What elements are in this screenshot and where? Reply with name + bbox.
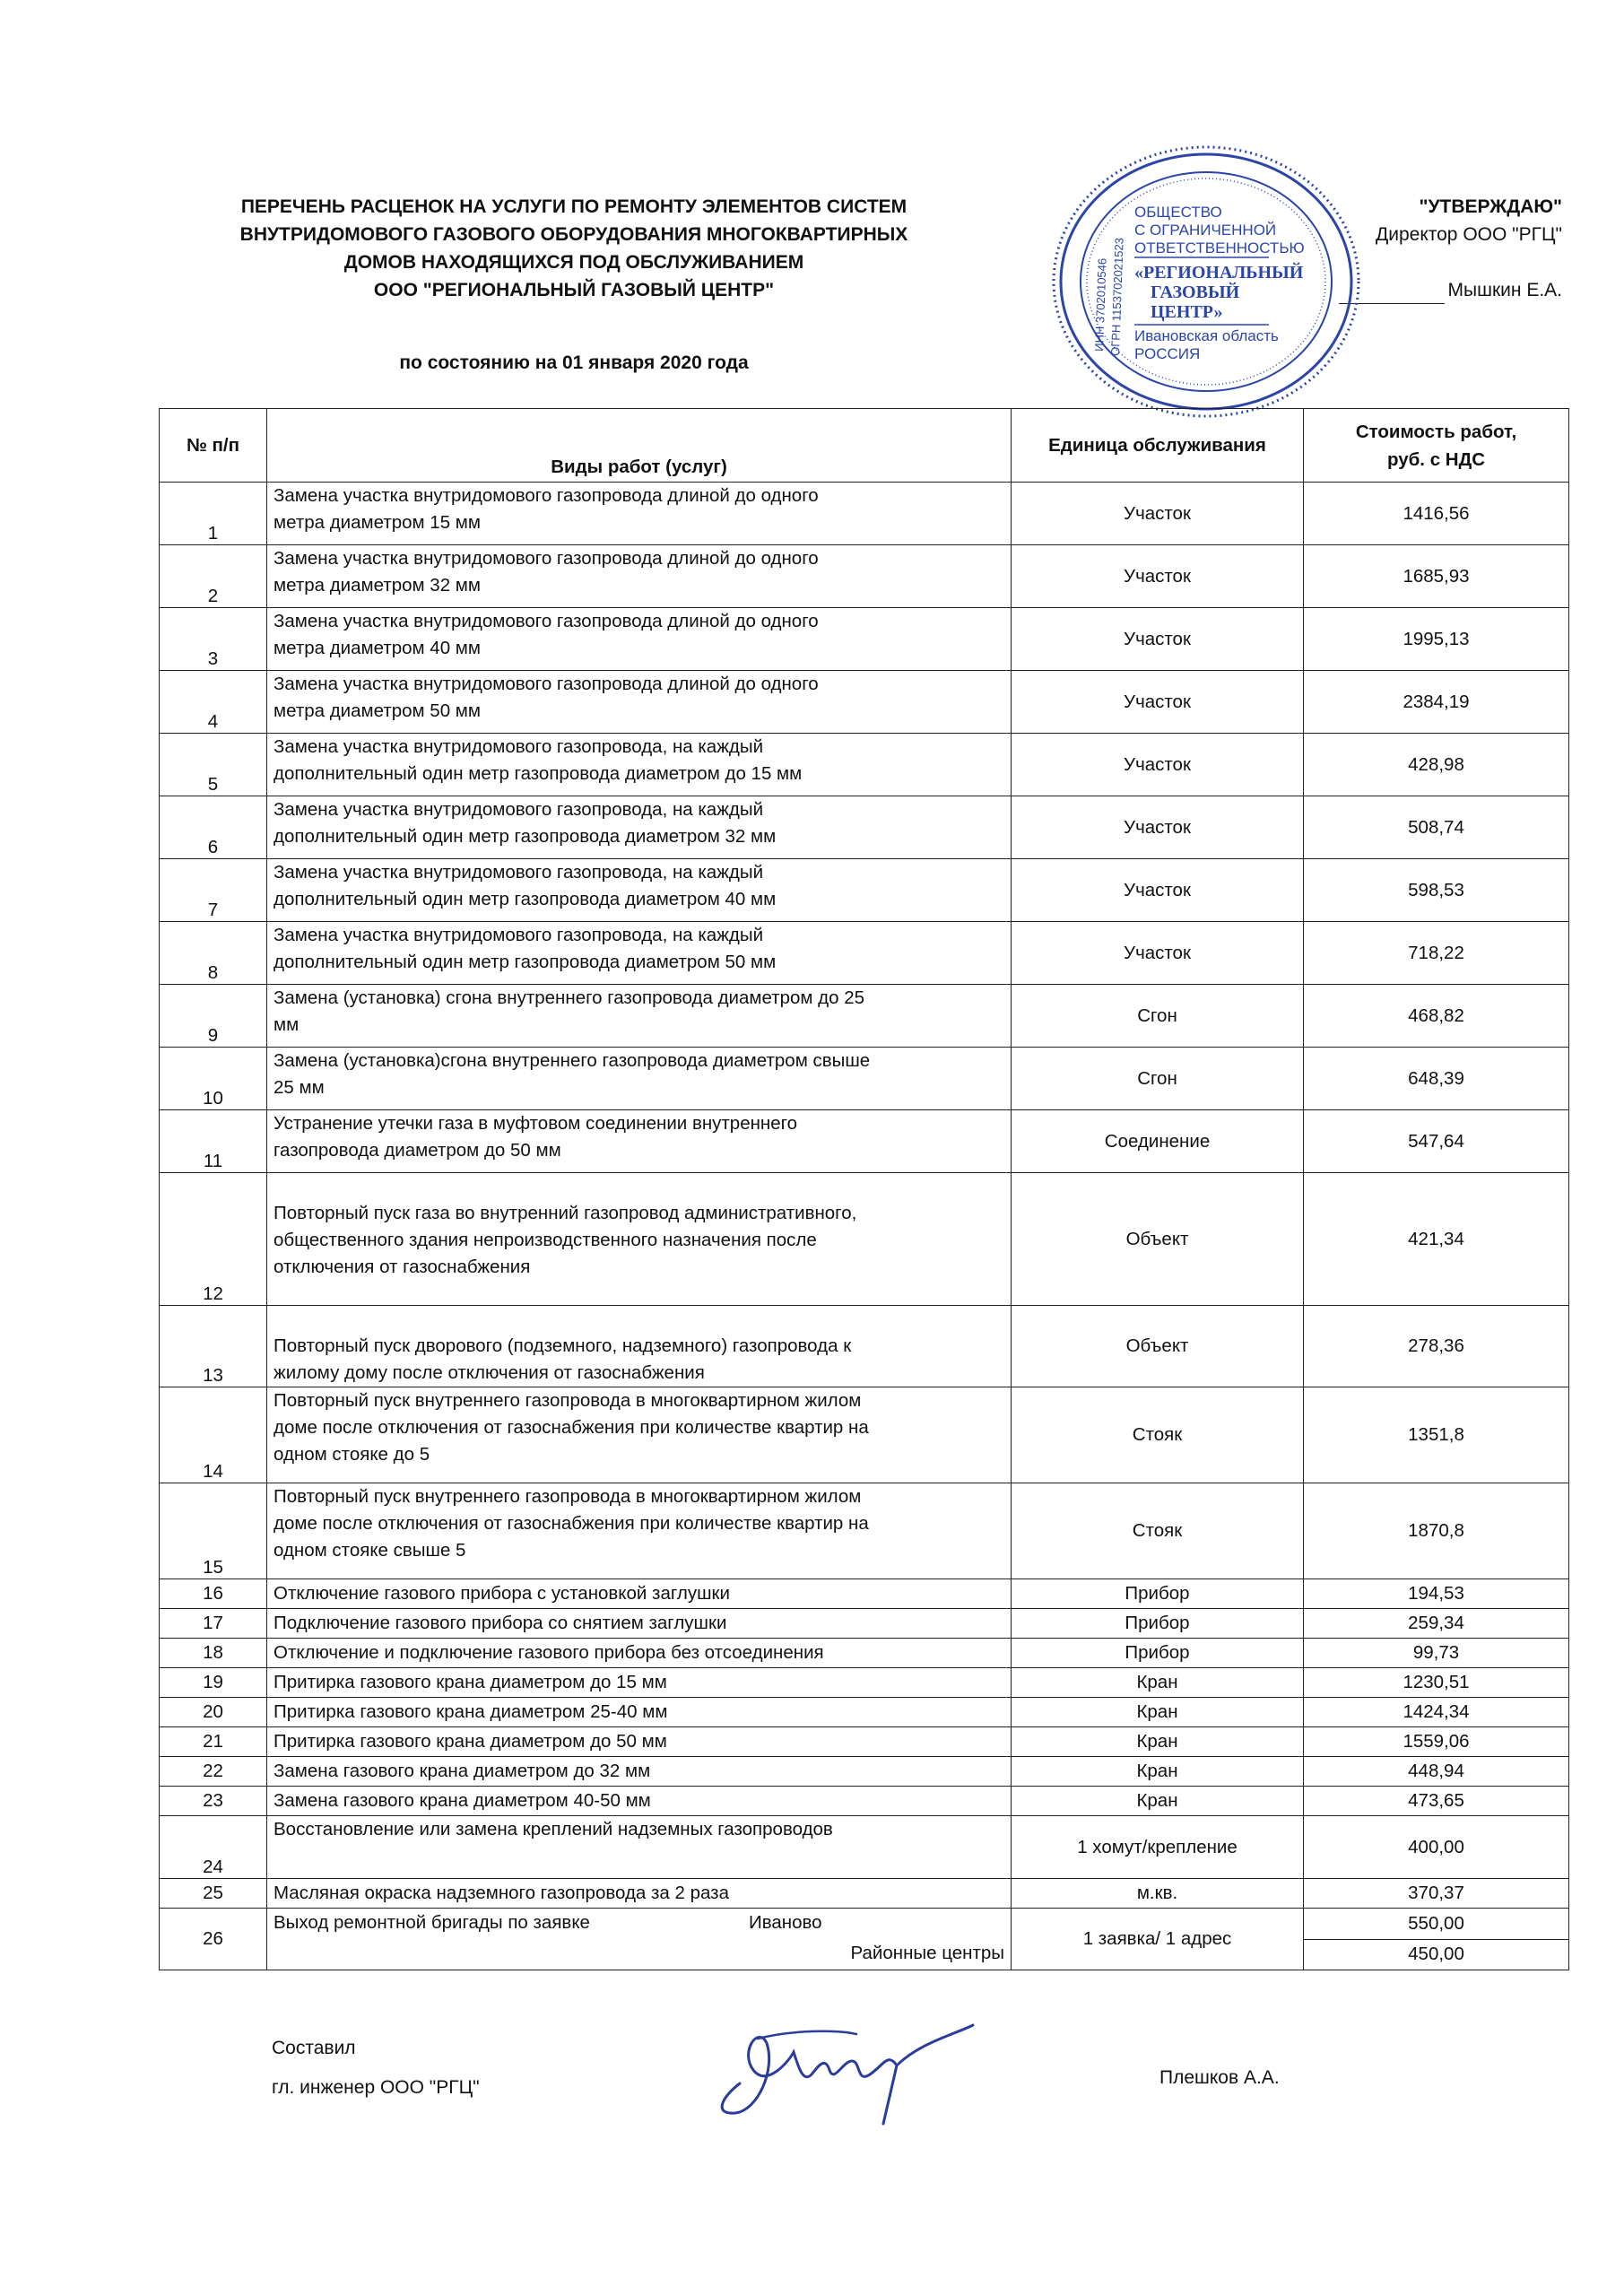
as-of-date: по состоянию на 01 января 2020 года (399, 352, 749, 373)
row-cost: 400,00 (1304, 1816, 1569, 1879)
row-cost: 1230,51 (1304, 1668, 1569, 1698)
row-work-line: дополнительный один метр газопровода диаметром 40 мм (274, 889, 777, 909)
row-work-line: мм (274, 1014, 300, 1035)
row-work-line: общественного здания непроизводственного назначения после (274, 1230, 817, 1250)
row-unit: Кран (1012, 1757, 1304, 1787)
title-line: ДОМОВ НАХОДЯЩИХСЯ ПОД ОБСЛУЖИВАНИЕМ (343, 252, 804, 273)
row-unit: Участок (1012, 859, 1304, 922)
row-unit: Участок (1012, 922, 1304, 985)
row-work-line: Замена участка внутридомового газопровода длиной до одного (274, 674, 819, 694)
row-work-line: дополнительный один метр газопровода диаметром 32 мм (274, 826, 777, 847)
title-line: ООО "РЕГИОНАЛЬНЫЙ ГАЗОВЫЙ ЦЕНТР" (373, 280, 775, 300)
row-unit: Стояк (1012, 1483, 1304, 1579)
row-cost: 2384,19 (1304, 671, 1569, 734)
stamp-line: ЦЕНТР» (1151, 302, 1223, 322)
header-num: № п/п (160, 409, 267, 483)
row-work (267, 1698, 1012, 1727)
table-row (160, 1579, 1569, 1609)
row-num: 15 (160, 1483, 267, 1579)
table-row (160, 671, 1569, 734)
row-num: 16 (160, 1579, 267, 1609)
title-line: ВНУТРИДОМОВОГО ГАЗОВОГО ОБОРУДОВАНИЯ МНОГОКВАРТИРНЫХ (239, 224, 908, 245)
table-row (160, 1698, 1569, 1727)
row-num: 18 (160, 1639, 267, 1668)
row-unit: Стояк (1012, 1387, 1304, 1483)
row-work (267, 1668, 1012, 1698)
row-work-line: Отключение газового прибора с установкой заглушки (274, 1583, 730, 1604)
row-work (267, 1639, 1012, 1668)
row-num: 23 (160, 1787, 267, 1816)
row-unit: м.кв. (1012, 1879, 1304, 1909)
row-work-line: Притирка газового крана диаметром до 50 мм (274, 1731, 667, 1752)
table-row (160, 1727, 1569, 1757)
row-work-line: Замена участка внутридомового газопровода, на каждый (274, 925, 764, 945)
row-num: 19 (160, 1668, 267, 1698)
header-unit: Единица обслуживания (1012, 409, 1304, 483)
row-num: 21 (160, 1727, 267, 1757)
table-row (160, 1639, 1569, 1668)
row-cost: 428,98 (1304, 734, 1569, 796)
table-row (160, 1816, 1569, 1879)
row-work-line: 25 мм (274, 1077, 325, 1098)
approval-name: Мышкин Е.А. (1447, 280, 1562, 300)
row-work (267, 859, 1012, 922)
row-work-line: Замена (установка)сгона внутреннего газопровода диаметром свыше (274, 1050, 871, 1071)
row-work (267, 1757, 1012, 1787)
row-work-line (274, 1843, 1004, 1870)
row-unit: Кран (1012, 1668, 1304, 1698)
row-cost: 473,65 (1304, 1787, 1569, 1816)
row-num: 26 (160, 1909, 267, 1970)
table-row (160, 545, 1569, 608)
row-work (267, 1483, 1012, 1579)
row-work-line (274, 1173, 1004, 1200)
row-num: 17 (160, 1609, 267, 1639)
row-cost: 370,37 (1304, 1879, 1569, 1909)
row-unit: Сгон (1012, 985, 1304, 1048)
row-num: 14 (160, 1387, 267, 1483)
row-work-line: метра диаметром 40 мм (274, 638, 481, 658)
row-num: 10 (160, 1048, 267, 1110)
row-num: 6 (160, 796, 267, 859)
row-work-line: одном стояке до 5 (274, 1444, 430, 1465)
title-line: ПЕРЕЧЕНЬ РАСЦЕНОК НА УСЛУГИ ПО РЕМОНТУ ЭЛЕМЕНТОВ СИСТЕМ (240, 196, 908, 217)
table-row (160, 1387, 1569, 1483)
header-cost (1304, 409, 1569, 483)
row-num: 1 (160, 483, 267, 545)
row-work-line: отключения от газоснабжения (274, 1257, 531, 1277)
table-row (160, 1110, 1569, 1173)
row-unit: Прибор (1012, 1579, 1304, 1609)
row-num: 20 (160, 1698, 267, 1727)
row-num: 13 (160, 1306, 267, 1387)
row-unit: Участок (1012, 796, 1304, 859)
row-cost: 718,22 (1304, 922, 1569, 985)
row-work (267, 922, 1012, 985)
row-work-text: Выход ремонтной бригады по заявке (274, 1912, 590, 1933)
row-work-line: Замена газового крана диаметром 40-50 мм (274, 1790, 651, 1811)
row-cost: 259,34 (1304, 1609, 1569, 1639)
row-work-line: Масляная окраска надземного газопровода за 2 раза (274, 1883, 729, 1903)
document-title (179, 193, 968, 304)
row-work (267, 483, 1012, 545)
table-row (160, 1757, 1569, 1787)
row-work (267, 985, 1012, 1048)
row-unit: Прибор (1012, 1609, 1304, 1639)
row-work-line: метра диаметром 32 мм (274, 575, 481, 596)
row-work-line: метра диаметром 15 мм (274, 512, 481, 533)
row-num: 24 (160, 1816, 267, 1879)
row-unit: 1 заявка/ 1 адрес (1012, 1909, 1304, 1970)
row-unit: 1 хомут/крепление (1012, 1816, 1304, 1879)
row-unit: Участок (1012, 483, 1304, 545)
row-unit: Соединение (1012, 1110, 1304, 1173)
table-row (160, 1306, 1569, 1387)
row-unit: Сгон (1012, 1048, 1304, 1110)
row-work (267, 734, 1012, 796)
stamp-ogrn: ОГРН 1153702021523 (1108, 237, 1126, 357)
row-cost: 468,82 (1304, 985, 1569, 1048)
row-unit: Участок (1012, 545, 1304, 608)
row-work-line: газопровода диаметром до 50 мм (274, 1140, 561, 1161)
row-work (267, 1609, 1012, 1639)
row-cost: 547,64 (1304, 1110, 1569, 1173)
row-work-line: Замена участка внутридомового газопровода, на каждый (274, 736, 764, 757)
price-table (159, 408, 1569, 1970)
row-num: 8 (160, 922, 267, 985)
stamp-line: Ивановская область (1134, 327, 1279, 344)
company-stamp (1045, 136, 1368, 428)
row-num: 4 (160, 671, 267, 734)
row-work-line: Замена участка внутридомового газопровода, на каждый (274, 799, 764, 820)
row-work-line: Притирка газового крана диаметром до 15 мм (274, 1672, 667, 1692)
row-unit: Участок (1012, 608, 1304, 671)
row-work-line: дополнительный один метр газопровода диаметром 50 мм (274, 952, 777, 972)
row-work-line: Восстановление или замена креплений надземных газопроводов (274, 1819, 833, 1839)
row-work-line: Отключение и подключение газового прибора без отсоединения (274, 1642, 824, 1663)
table-row (160, 1668, 1569, 1698)
table-row (160, 608, 1569, 671)
row-work-line: доме после отключения от газоснабжения при количестве квартир на (274, 1417, 869, 1438)
row-work-line (274, 1306, 1004, 1333)
stamp-line: ГАЗОВЫЙ (1151, 283, 1240, 302)
row-cost: 1995,13 (1304, 608, 1569, 671)
row-unit: Объект (1012, 1306, 1304, 1387)
row-cost: 1559,06 (1304, 1727, 1569, 1757)
row-cost: 278,36 (1304, 1306, 1569, 1387)
approval-position: Директор ООО "РГЦ" (1376, 224, 1562, 245)
row-num: 2 (160, 545, 267, 608)
row-cost: 450,00 (1304, 1939, 1569, 1970)
row-cost: 421,34 (1304, 1173, 1569, 1306)
row-unit: Прибор (1012, 1639, 1304, 1668)
row-cost: 598,53 (1304, 859, 1569, 922)
row-work-line: доме после отключения от газоснабжения при количестве квартир на (274, 1513, 869, 1534)
table-row (160, 1483, 1569, 1579)
row-cost: 1351,8 (1304, 1387, 1569, 1483)
row-work-line: дополнительный один метр газопровода диаметром до 15 мм (274, 763, 803, 784)
table-row (160, 859, 1569, 922)
row-work (267, 608, 1012, 671)
row-work-line: Повторный пуск внутреннего газопровода в многоквартирном жилом (274, 1486, 862, 1507)
row-num: 22 (160, 1757, 267, 1787)
row-num: 11 (160, 1110, 267, 1173)
row-unit: Кран (1012, 1787, 1304, 1816)
row-cost: 508,74 (1304, 796, 1569, 859)
row-work (267, 545, 1012, 608)
row-work (267, 1727, 1012, 1757)
stamp-line: ОТВЕТСТВЕННОСТЬЮ (1134, 239, 1305, 257)
row-unit: Участок (1012, 734, 1304, 796)
row-num: 5 (160, 734, 267, 796)
row-work (267, 1787, 1012, 1816)
row-work-line: Притирка газового крана диаметром 25-40 мм (274, 1701, 668, 1722)
row-work (267, 1048, 1012, 1110)
signature (704, 1998, 991, 2133)
stamp-line: «РЕГИОНАЛЬНЫЙ (1134, 263, 1304, 283)
compiled-by (272, 2029, 480, 2108)
compiled-label: Составил (272, 2038, 356, 2058)
row-work-line: метра диаметром 50 мм (274, 700, 481, 721)
stamp-line: РОССИЯ (1134, 345, 1201, 362)
row-unit: Кран (1012, 1727, 1304, 1757)
row-work-line: Замена участка внутридомового газопровода длиной до одного (274, 611, 819, 631)
row-work-city: Районные центры (850, 1943, 1004, 1963)
row-work (267, 1110, 1012, 1173)
row-cost: 1685,93 (1304, 545, 1569, 608)
compiled-position: гл. инженер ООО "РГЦ" (272, 2077, 480, 2098)
row-work (267, 1816, 1012, 1879)
row-work-line: Замена (установка) сгона внутреннего газопровода диаметром до 25 (274, 987, 865, 1008)
row-work-line: жилому дому после отключения от газоснабжения (274, 1362, 705, 1383)
stamp-line: С ОГРАНИЧЕННОЙ (1134, 222, 1277, 239)
stamp-inn: ИНН 3702010546 (1092, 257, 1109, 352)
row-num: 3 (160, 608, 267, 671)
row-work (267, 671, 1012, 734)
row-work-line: Замена участка внутридомового газопровода длиной до одного (274, 485, 819, 506)
row-cost: 1416,56 (1304, 483, 1569, 545)
row-work (267, 1579, 1012, 1609)
row-num: 12 (160, 1173, 267, 1306)
row-work (267, 1173, 1012, 1306)
row-cost: 1870,8 (1304, 1483, 1569, 1579)
row-unit: Кран (1012, 1698, 1304, 1727)
table-row (160, 1909, 1569, 1940)
row-cost: 99,73 (1304, 1639, 1569, 1668)
row-cost: 550,00 (1304, 1909, 1569, 1940)
row-unit: Участок (1012, 671, 1304, 734)
table-row (160, 985, 1569, 1048)
row-num: 7 (160, 859, 267, 922)
row-work-line: Замена участка внутридомового газопровода, на каждый (274, 862, 764, 883)
row-num: 9 (160, 985, 267, 1048)
header-cost-line: руб. с НДС (1386, 448, 1486, 470)
row-cost: 194,53 (1304, 1579, 1569, 1609)
header-cost-line: Стоимость работ, (1355, 421, 1517, 442)
header-work: Виды работ (услуг) (267, 409, 1012, 483)
table-row (160, 1609, 1569, 1639)
table-row (160, 1787, 1569, 1816)
table-row (160, 483, 1569, 545)
row-work (267, 1879, 1012, 1909)
row-work-line: Повторный пуск дворового (подземного, надземного) газопровода к (274, 1335, 852, 1356)
row-work (267, 1387, 1012, 1483)
row-cost: 648,39 (1304, 1048, 1569, 1110)
row-cost: 1424,34 (1304, 1698, 1569, 1727)
row-work-line: Замена участка внутридомового газопровода длиной до одного (274, 548, 819, 569)
row-work-line: Повторный пуск газа во внутренний газопровод административного, (274, 1203, 857, 1223)
row-work-line: Повторный пуск внутреннего газопровода в многоквартирном жилом (274, 1390, 862, 1411)
approval-title: "УТВЕРЖДАЮ" (1419, 196, 1562, 217)
row-cost: 448,94 (1304, 1757, 1569, 1787)
table-row (160, 1048, 1569, 1110)
row-work (267, 1306, 1012, 1387)
row-num: 25 (160, 1879, 267, 1909)
table-row (160, 1173, 1569, 1306)
row-work (267, 796, 1012, 859)
table-row (160, 922, 1569, 985)
row-work-line: Устранение утечки газа в муфтовом соединении внутреннего (274, 1113, 798, 1134)
row-unit: Объект (1012, 1173, 1304, 1306)
row-work (267, 1909, 1012, 1970)
table-row (160, 1879, 1569, 1909)
stamp-line: ОБЩЕСТВО (1134, 204, 1222, 221)
table-row (160, 734, 1569, 796)
row-work-line: Замена газового крана диаметром до 32 мм (274, 1761, 651, 1781)
row-work-line: Подключение газового прибора со снятием заглушки (274, 1613, 727, 1633)
table-header-row (160, 409, 1569, 483)
row-work-city: Иваново (749, 1912, 822, 1933)
row-work-line: одном стояке свыше 5 (274, 1540, 466, 1561)
table-row (160, 796, 1569, 859)
compiled-name: Плешков А.А. (1159, 2067, 1280, 2088)
